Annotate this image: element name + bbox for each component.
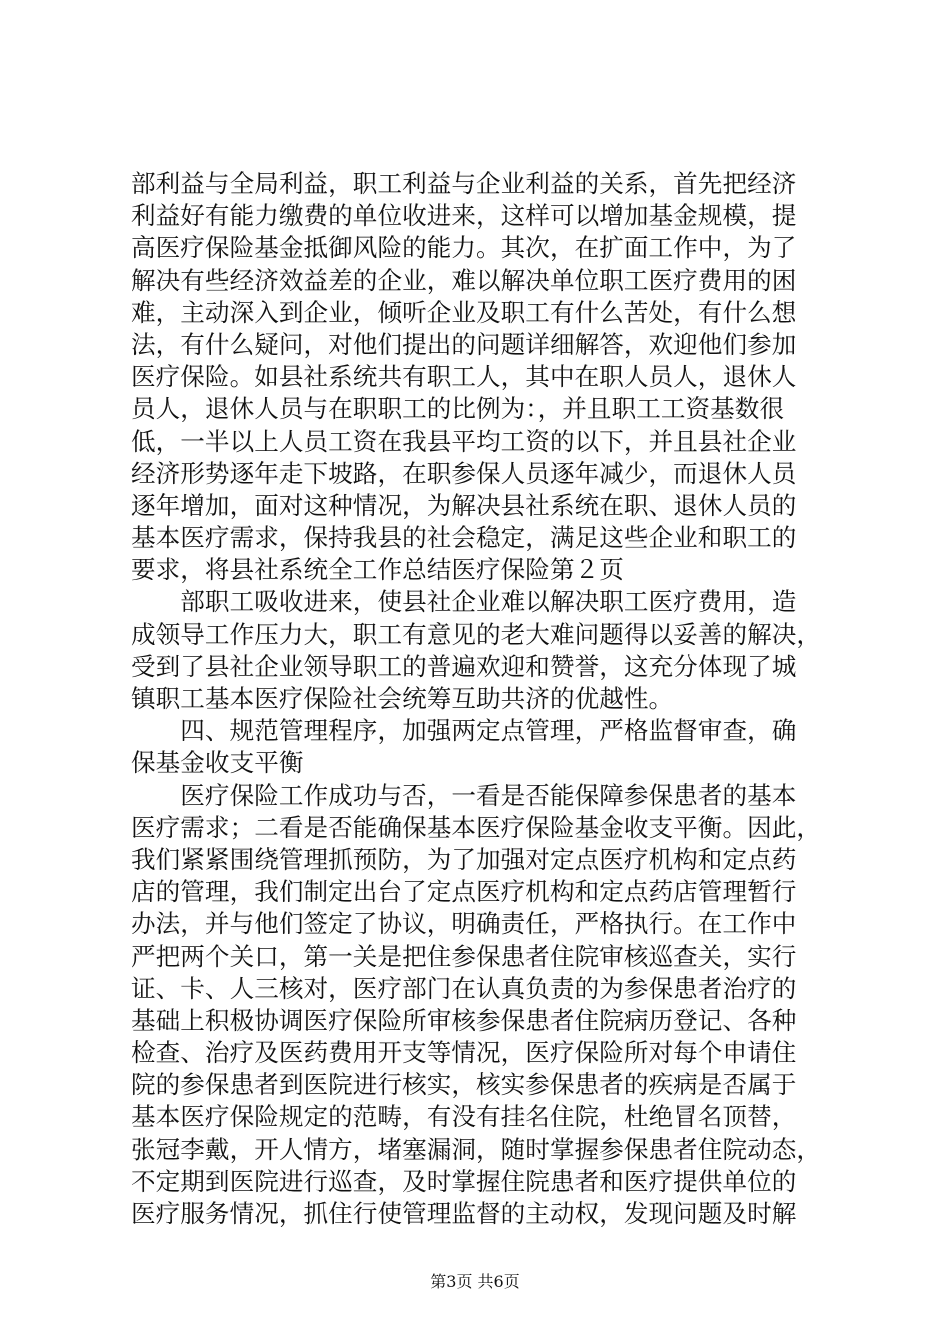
text-line: 严把两个关口，第一关是把住参保患者住院审核巡查关，实行 <box>131 941 797 971</box>
text-line: 不定期到医院进行巡查，及时掌握住院患者和医疗提供单位的 <box>131 1166 797 1196</box>
text-line: 员人，退休人员与在职职工的比例为：，并且职工工资基数很 <box>131 394 785 424</box>
text-line: 医疗服务情况，抓住行使管理监督的主动权，发现问题及时解 <box>131 1199 797 1228</box>
text-line: 四、规范管理程序，加强两定点管理，严格监督审查，确 <box>131 716 797 746</box>
text-line: 高医疗保险基金抵御风险的能力。其次，在扩面工作中，为了 <box>131 233 797 263</box>
text-line: 要求，将县社系统全工作总结医疗保险第２页 <box>131 555 624 585</box>
text-line: 利益好有能力缴费的单位收进来，这样可以增加基金规模，提 <box>131 201 797 231</box>
text-line: 部利益与全局利益，职工利益与企业利益的关系，首先把经济 <box>131 169 797 198</box>
body-text <box>131 168 831 1230</box>
text-line: 检查、治疗及医药费用开支等情况，医疗保险所对每个申请住 <box>131 1038 797 1068</box>
text-line: 部职工吸收进来，使县社企业难以解决职工医疗费用，造 <box>131 587 797 617</box>
page-footer: 第3页 共6页 <box>430 1272 520 1291</box>
text-line: 店的管理，我们制定出台了定点医疗机构和定点药店管理暂行 <box>131 877 797 907</box>
text-line: 成领导工作压力大，职工有意见的老大难问题得以妥善的解决， <box>131 619 822 649</box>
text-line: 基础上积极协调医疗保险所审核参保患者住院病历登记、各种 <box>131 1005 797 1035</box>
text-line: 医疗保险工作成功与否，一看是否能保障参保患者的基本 <box>131 780 797 810</box>
text-line: 逐年增加，面对这种情况，为解决县社系统在职、退休人员的 <box>131 490 797 520</box>
text-line: 办法，并与他们签定了协议，明确责任，严格执行。在工作中 <box>131 909 797 939</box>
text-line: 院的参保患者到医院进行核实，核实参保患者的疾病是否属于 <box>131 1070 797 1100</box>
text-line: 证、卡、人三核对，医疗部门在认真负责的为参保患者治疗的 <box>131 973 797 1003</box>
text-line: 解决有些经济效益差的企业，难以解决单位职工医疗费用的困 <box>131 265 797 295</box>
text-line: 经济形势逐年走下坡路，在职参保人员逐年减少，而退休人员 <box>131 458 797 488</box>
text-line: 我们紧紧围绕管理抓预防，为了加强对定点医疗机构和定点药 <box>131 844 797 874</box>
text-line: 张冠李戴，开人情方，堵塞漏洞，随时掌握参保患者住院动态， <box>131 1134 822 1164</box>
text-line: 法，有什么疑问，对他们提出的问题详细解答，欢迎他们参加 <box>131 329 797 359</box>
text-line: 镇职工基本医疗保险社会统筹互助共济的优越性。 <box>131 684 674 713</box>
text-line: 医疗保险。如县社系统共有职工人，其中在职人员人，退休人 <box>131 362 797 392</box>
text-line: 低，一半以上人员工资在我县平均工资的以下，并且县社企业 <box>131 426 797 456</box>
text-line: 医疗需求；二看是否能确保基本医疗保险基金收支平衡。因此， <box>131 812 822 842</box>
text-line: 难，主动深入到企业，倾听企业及职工有什么苦处，有什么想 <box>131 297 797 327</box>
text-line: 基本医疗保险规定的范畴，有没有挂名住院，杜绝冒名顶替， <box>131 1102 797 1132</box>
text-line: 基本医疗需求，保持我县的社会稳定，满足这些企业和职工的 <box>131 523 797 553</box>
text-line: 保基金收支平衡 <box>131 748 304 778</box>
text-line: 受到了县社企业领导职工的普遍欢迎和赞誉，这充分体现了城 <box>131 651 797 681</box>
